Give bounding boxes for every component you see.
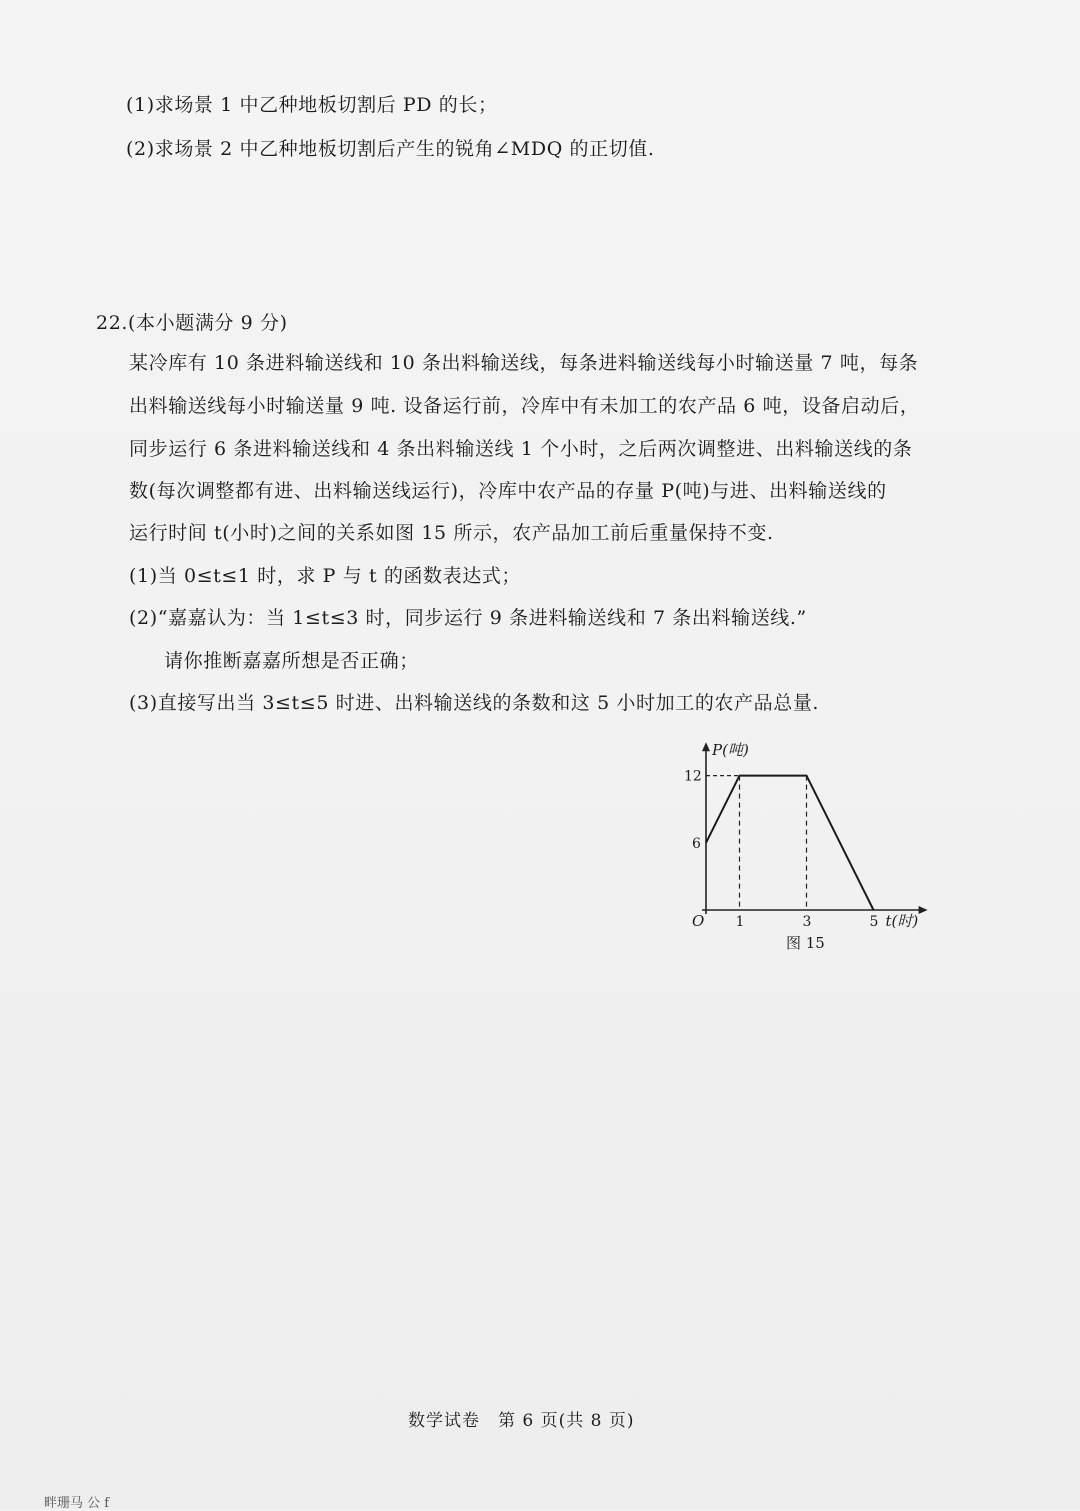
question-22-body-line-5: 运行时间 t(小时)之间的关系如图 15 所示，农产品加工前后重量保持不变. (129, 522, 774, 544)
x-tick-label: 1 (735, 914, 745, 930)
question-22-sub-2-continued: 请你推断嘉嘉所想是否正确； (164, 650, 419, 672)
figure-caption: 图 15 (786, 934, 825, 952)
question-22-body-line-4: 数(每次调整都有进、出料输送线运行)，冷库中农产品的存量 P(吨)与进、出料输送线的 (129, 480, 887, 502)
question-22-sub-1: (1)当 0≤t≤1 时，求 P 与 t 的函数表达式； (129, 565, 522, 587)
question-22-body-line-3: 同步运行 6 条进料输送线和 4 条出料输送线 1 个小时，之后两次调整进、出料输送线的条 (129, 438, 913, 460)
edge-scrap-text: 畔珊马 公 f (44, 1496, 110, 1511)
prev-sub-question-1: (1)求场景 1 中乙种地板切割后 PD 的长； (126, 94, 498, 116)
question-22-body-line-1: 某冷库有 10 条进料输送线和 10 条出料输送线，每条进料输送线每小时输送量 7 吨，每条 (129, 352, 919, 374)
x-tick-label: 3 (802, 914, 812, 930)
question-22-sub-2: (2)“嘉嘉认为：当 1≤t≤3 时，同步运行 9 条进料输送线和 7 条出料输送线.” (129, 607, 807, 629)
y-tick-label: 12 (684, 768, 702, 785)
question-22-heading: 22.(本小题满分 9 分) (96, 312, 288, 334)
question-22-sub-3: (3)直接写出当 3≤t≤5 时进、出料输送线的条数和这 5 小时加工的农产品总量. (129, 692, 820, 714)
y-tick-label: 6 (692, 835, 701, 852)
x-axis-arrow (919, 906, 928, 914)
y-axis-label: P(吨) (712, 741, 749, 760)
series-line-P (706, 776, 874, 910)
x-axis-label: t(时) (885, 912, 919, 930)
figure-15-chart (670, 720, 940, 932)
origin-label: O (692, 912, 705, 930)
prev-sub-question-2: (2)求场景 2 中乙种地板切割后产生的锐角∠MDQ 的正切值. (126, 138, 655, 160)
question-22-body-line-2: 出料输送线每小时输送量 9 吨. 设备运行前，冷库中有未加工的农产品 6 吨，设备启动后， (129, 395, 920, 417)
page-footer: 数学试卷 第 6 页(共 8 页) (408, 1411, 635, 1431)
x-tick-label: 5 (869, 914, 879, 930)
y-axis-arrow (702, 742, 710, 751)
